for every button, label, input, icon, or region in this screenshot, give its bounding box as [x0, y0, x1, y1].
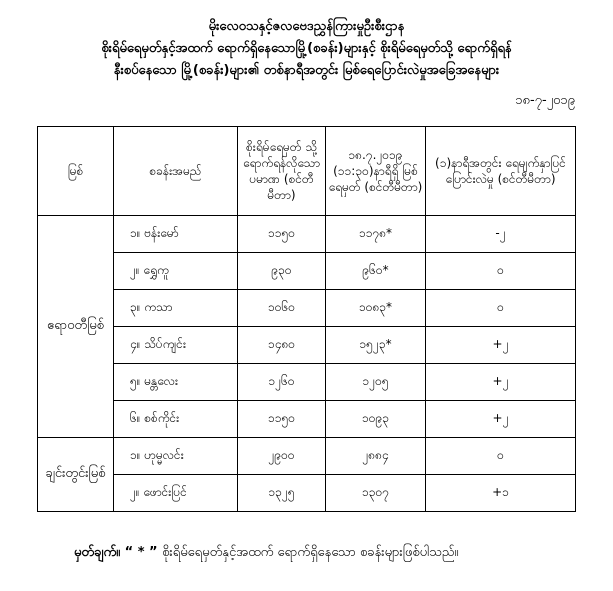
table-row	[38, 253, 576, 290]
current-level-value: ၁၅၂၃*	[326, 327, 426, 364]
hourly-change-value: +၁	[426, 475, 576, 512]
hourly-change-value: +၂	[426, 364, 576, 401]
current-level-value: ၁၁၇၈*	[326, 216, 426, 253]
current-level-value: ၁၂၀၅	[326, 364, 426, 401]
warning-level-value: ၁၃၂၅	[238, 475, 326, 512]
footnote-label: မှတ်ချက်။ “ * ”	[74, 545, 158, 560]
warning-level-value: ၁၁၅၀	[238, 216, 326, 253]
station-name: ၂။ ရွှေကူ	[114, 253, 238, 290]
station-name: ၁။ ဗန်းမော်	[114, 216, 238, 253]
hourly-change-value: -၂	[426, 216, 576, 253]
station-name: ၆။ စစ်ကိုင်း	[114, 401, 238, 438]
station-name: ၂။ ဖောင်းပြင်	[114, 475, 238, 512]
river-level-table	[37, 126, 576, 512]
hourly-change-value: +၂	[426, 327, 576, 364]
column-header-river: မြစ်	[38, 127, 114, 216]
hourly-change-value: ၀	[426, 253, 576, 290]
river-name-chindwin: ချင်းတွင်းမြစ်	[38, 438, 114, 512]
warning-level-value: ၁၂၆၀	[238, 364, 326, 401]
station-name: ၅။ မန္တလေး	[114, 364, 238, 401]
current-level-value: ၁၀၉၃	[326, 401, 426, 438]
footnote-text: စိုးရိမ်ရေမှတ်နှင့်အထက် ရောက်ရှိနေသော စခန်းများဖြစ်ပါသည်။	[162, 545, 459, 560]
current-level-value: ၉၆၀*	[326, 253, 426, 290]
warning-level-value: ၂၉၀၀	[238, 438, 326, 475]
table-row	[38, 290, 576, 327]
station-name: ၁။ ဟုမ္မလင်း	[114, 438, 238, 475]
warning-level-value: ၁၄၈၀	[238, 327, 326, 364]
warning-level-value: ၁၁၅၀	[238, 401, 326, 438]
footnote	[74, 544, 458, 563]
station-name: ၄။ သိပ်ကျင်း	[114, 327, 238, 364]
document-title-line-3: နီးစပ်နေသော မြို့(စခန်း)များ၏ တစ်နာရီအတွင်း မြစ်ရေပြောင်းလဲမှုအခြေအနေများ	[113, 63, 500, 78]
column-header-hourly-change: (၁)နာရီအတွင်း ရေမျက်နှာပြင်ပြောင်းလဲမှု (စင်တီမီတာ)	[426, 127, 576, 216]
hourly-change-value: ၀	[426, 438, 576, 475]
table-row	[38, 475, 576, 512]
document-title-agency: မိုးလေဝသနှင့်ဇလဗေဒညွှန်ကြားမှုဦးစီးဌာန	[208, 19, 405, 34]
column-header-warning-level: စိုးရိမ်ရေမှတ် သို့ ရောက်ရန်လိုသော ပမာဏ (စင်တီမီတာ)	[238, 127, 326, 216]
warning-level-value: ၁၀၆၀	[238, 290, 326, 327]
warning-level-value: ၉၃၀	[238, 253, 326, 290]
document-title-line-2: စိုးရိမ်ရေမှတ်နှင့်အထက် ရောက်ရှိနေသောမြို့(စခန်း)များနှင့် စိုးရိမ်ရေမှတ်သို့ ရောက်ရှိရန်	[101, 41, 512, 56]
hourly-change-value: +၂	[426, 401, 576, 438]
column-header-current-level: ၁၈.၇.၂၀၁၉ (၁၁:၃၀)နာရီရှိ မြစ်ရေမှတ် (စင်တီမီတာ)	[326, 127, 426, 216]
table-row	[38, 364, 576, 401]
table-row	[38, 216, 576, 253]
current-level-value: ၁၃၀၇	[326, 475, 426, 512]
current-level-value: ၁၀၈၃*	[326, 290, 426, 327]
column-header-station: စခန်းအမည်	[114, 127, 238, 216]
current-level-value: ၂၈၈၄	[326, 438, 426, 475]
report-date: ၁၈-၇-၂၀၁၉	[515, 93, 575, 108]
river-name-ayeyarwady: ဧရာဝတီမြစ်	[38, 216, 114, 438]
table-row	[38, 401, 576, 438]
station-name: ၃။ ကသာ	[114, 290, 238, 327]
table-row	[38, 327, 576, 364]
table-header-row	[38, 127, 576, 216]
hourly-change-value: ၀	[426, 290, 576, 327]
table-row	[38, 438, 576, 475]
